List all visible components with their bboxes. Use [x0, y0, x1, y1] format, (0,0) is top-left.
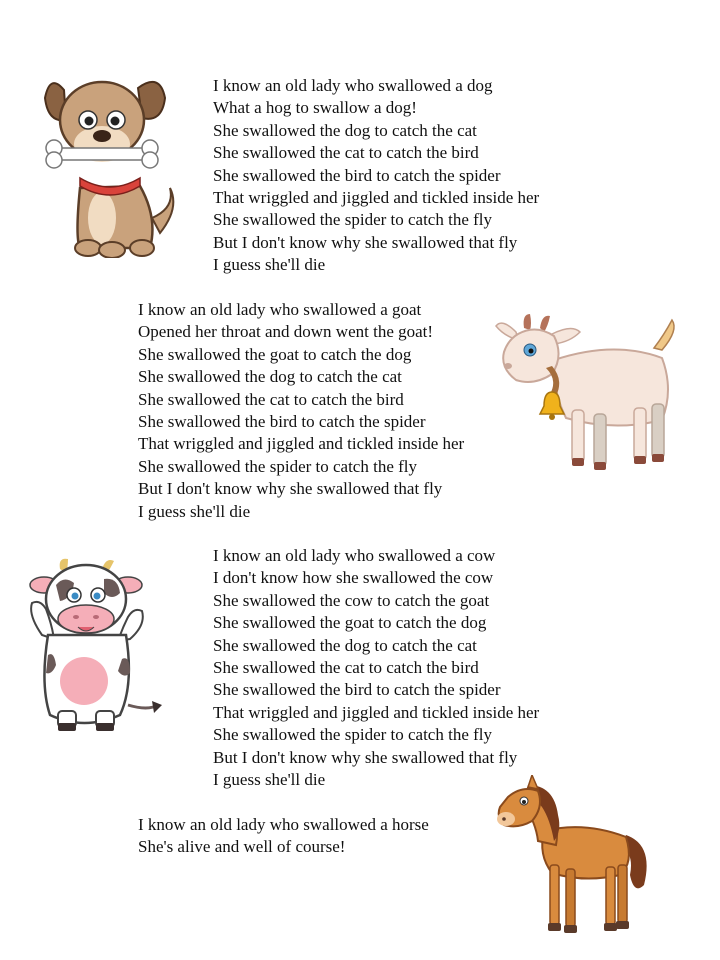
poem-line: She swallowed the cat to catch the bird	[138, 389, 404, 409]
poem-line: She swallowed the cat to catch the bird	[213, 657, 479, 677]
poem-line: She swallowed the dog to catch the cat	[213, 120, 477, 140]
stanza-horse	[138, 814, 429, 859]
poem-line: She swallowed the spider to catch the fly	[138, 456, 418, 476]
poem-line: I know an old lady who swallowed a cow	[213, 546, 496, 565]
horse-icon	[494, 775, 654, 940]
poem-line: I guess she'll die	[213, 255, 326, 275]
poem-line: She swallowed the spider to catch the fly	[213, 725, 493, 745]
poem-line: That wriggled and jiggled and tickled inside her	[213, 702, 540, 722]
stanza-dog	[213, 75, 539, 277]
dog-icon	[40, 68, 180, 258]
poem-line: What a hog to swallow a dog!	[213, 98, 417, 118]
poem-line: Opened her throat and down went the goat!	[138, 322, 434, 342]
poem-line: I guess she'll die	[138, 501, 251, 521]
poem-line: She swallowed the bird to catch the spider	[138, 411, 426, 431]
poem-line: She swallowed the goat to catch the dog	[138, 344, 412, 364]
poem-line: I know an old lady who swallowed a dog	[213, 76, 493, 95]
poem-line: I know an old lady who swallowed a goat	[138, 300, 422, 319]
poem-line: But I don't know why she swallowed that fly	[213, 232, 518, 252]
poem-line: She swallowed the dog to catch the cat	[138, 367, 402, 387]
poem-line: She swallowed the spider to catch the fly	[213, 210, 493, 230]
goat-icon	[494, 310, 684, 476]
stanza-goat	[138, 299, 464, 523]
poem-line: But I don't know why she swallowed that fly	[138, 479, 443, 499]
poem-line: She's alive and well of course!	[138, 837, 346, 857]
stanza-cow	[213, 545, 539, 791]
poem-line: She swallowed the bird to catch the spider	[213, 165, 501, 185]
poem-line: She swallowed the bird to catch the spider	[213, 680, 501, 700]
poem-line: That wriggled and jiggled and tickled inside her	[138, 434, 465, 454]
poem-line: I know an old lady who swallowed a horse	[138, 815, 429, 834]
poem-line: She swallowed the dog to catch the cat	[213, 635, 477, 655]
poem-line: I don't know how she swallowed the cow	[213, 568, 494, 588]
poem-line: That wriggled and jiggled and tickled inside her	[213, 187, 540, 207]
poem-line: I guess she'll die	[213, 769, 326, 789]
poem-line: She swallowed the cat to catch the bird	[213, 143, 479, 163]
poem-line: She swallowed the goat to catch the dog	[213, 613, 487, 633]
poem-line: She swallowed the cow to catch the goat	[213, 590, 490, 610]
poem-line: But I don't know why she swallowed that fly	[213, 747, 518, 767]
cow-icon	[20, 555, 165, 735]
